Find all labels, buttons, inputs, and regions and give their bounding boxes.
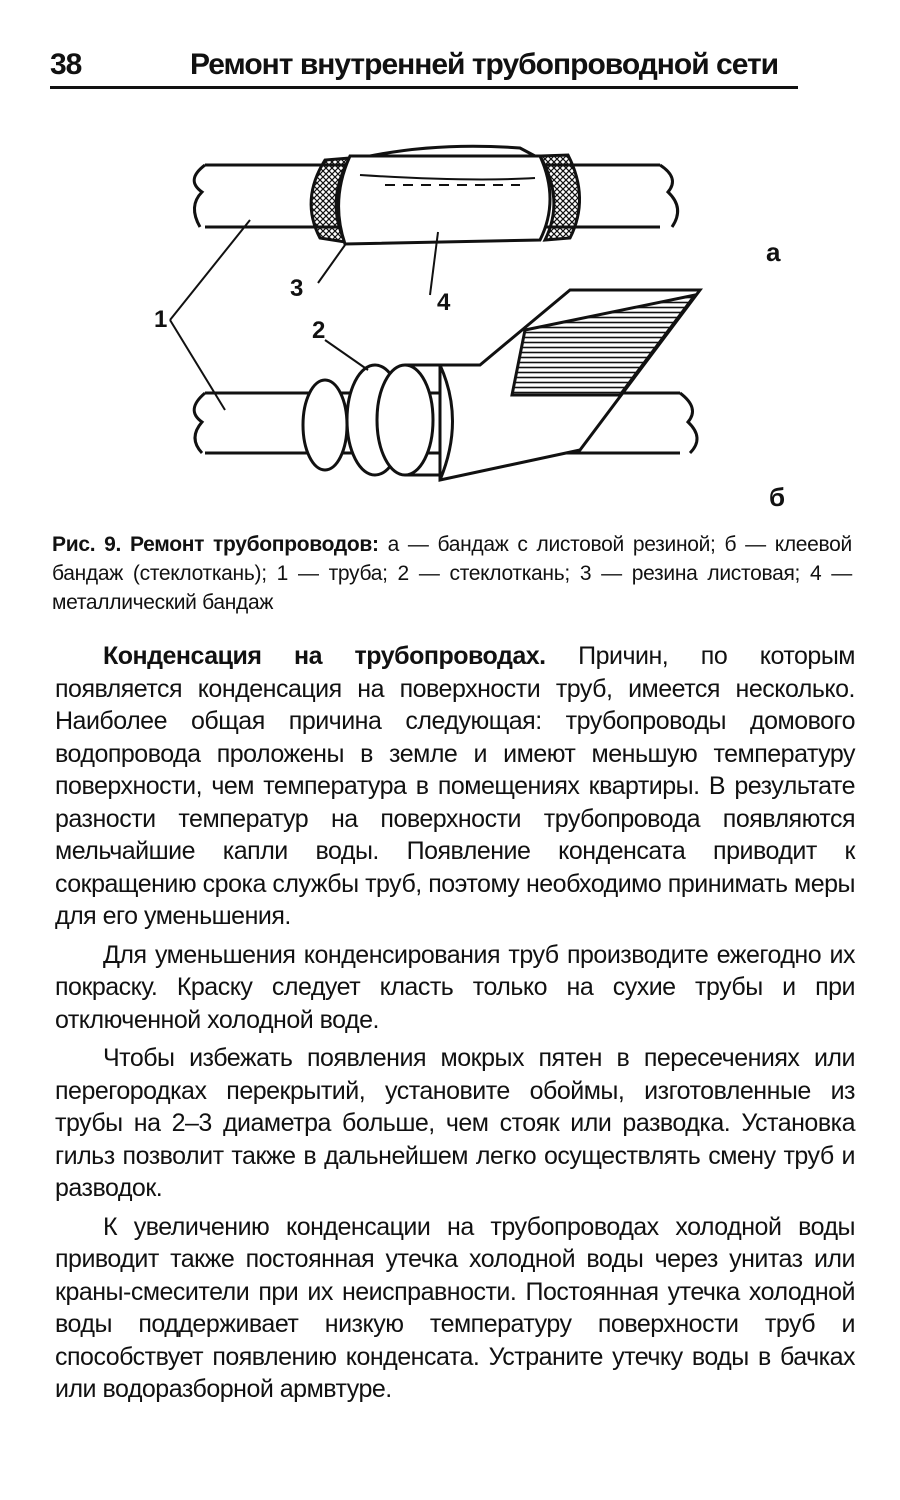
page-number: 38: [50, 48, 82, 81]
running-title: Ремонт внутренней трубопроводной сети: [190, 48, 779, 81]
article-body: [55, 640, 855, 1412]
paragraph-text: Причин, по которым появляется конденсация на поверхности труб, имеется несколько. Наиболее общая причина следующая: трубопроводы домового водопровода проложены в земле и имеют меньшую температуру поверхности, чем температура в помещениях квартиры. В результате разности температур на поверхности трубопровода появляются мельчайшие капли воды. Появление конденсата приводит к сокращению срока службы труб, поэтому необходимо принимать меры для его уменьшения.: [55, 642, 855, 930]
header-rule: [50, 86, 798, 89]
figure-pipe-repair: [140, 120, 820, 520]
paragraph-painting: Для уменьшения конденсирования труб производите ежегодно их покраску. Краску следует класть только на сухие трубы и при отключенной холодной воде.: [55, 940, 855, 1034]
callout-1: 1: [154, 306, 168, 333]
figure-caption: [52, 530, 852, 617]
paragraph-sleeves: Чтобы избежать появления мокрых пятен в пересечениях или перегородках перекрытий, установите обоймы, изготовленные из трубы на 2–3 диаметра больше, чем стояк или разводка. Установка гильз позволит также в дальнейшем легко осуществлять смену труб и разводок.: [55, 1044, 855, 1202]
panel-b-drawing: [194, 290, 700, 480]
figure-illustration: [140, 120, 820, 520]
paragraph-leaks: К увеличению конденсации на трубопроводах холодной воды приводит также постоянная утечка холодной воды через унитаз или краны-смесители при их неисправности. Постоянная утечка холодной воды поддерживает низкую температуру поверхности труб и способствует появлению конденсата. Устраните утечку воды в бачках или водоразборной армвтуре.: [55, 1212, 855, 1403]
callout-3: 3: [290, 275, 304, 302]
callout-4: 4: [437, 289, 451, 316]
section-heading-condensation: Конденсация на трубопроводах.: [103, 642, 546, 670]
caption-label: Рис. 9. Ремонт трубопроводов:: [52, 533, 379, 556]
callout-2: 2: [312, 317, 326, 344]
paragraph-condensation-causes: [55, 640, 855, 933]
page-header: [50, 42, 820, 90]
panel-label-b: б: [769, 482, 786, 512]
panel-label-a: а: [766, 237, 781, 267]
panel-a-drawing: [194, 146, 677, 244]
caption-text: а — бандаж с листовой резиной; б — клеевой бандаж (стеклоткань); 1 — труба; 2 — стеклоткань; 3 — резина листовая; 4 — металлический бандаж: [52, 533, 852, 614]
